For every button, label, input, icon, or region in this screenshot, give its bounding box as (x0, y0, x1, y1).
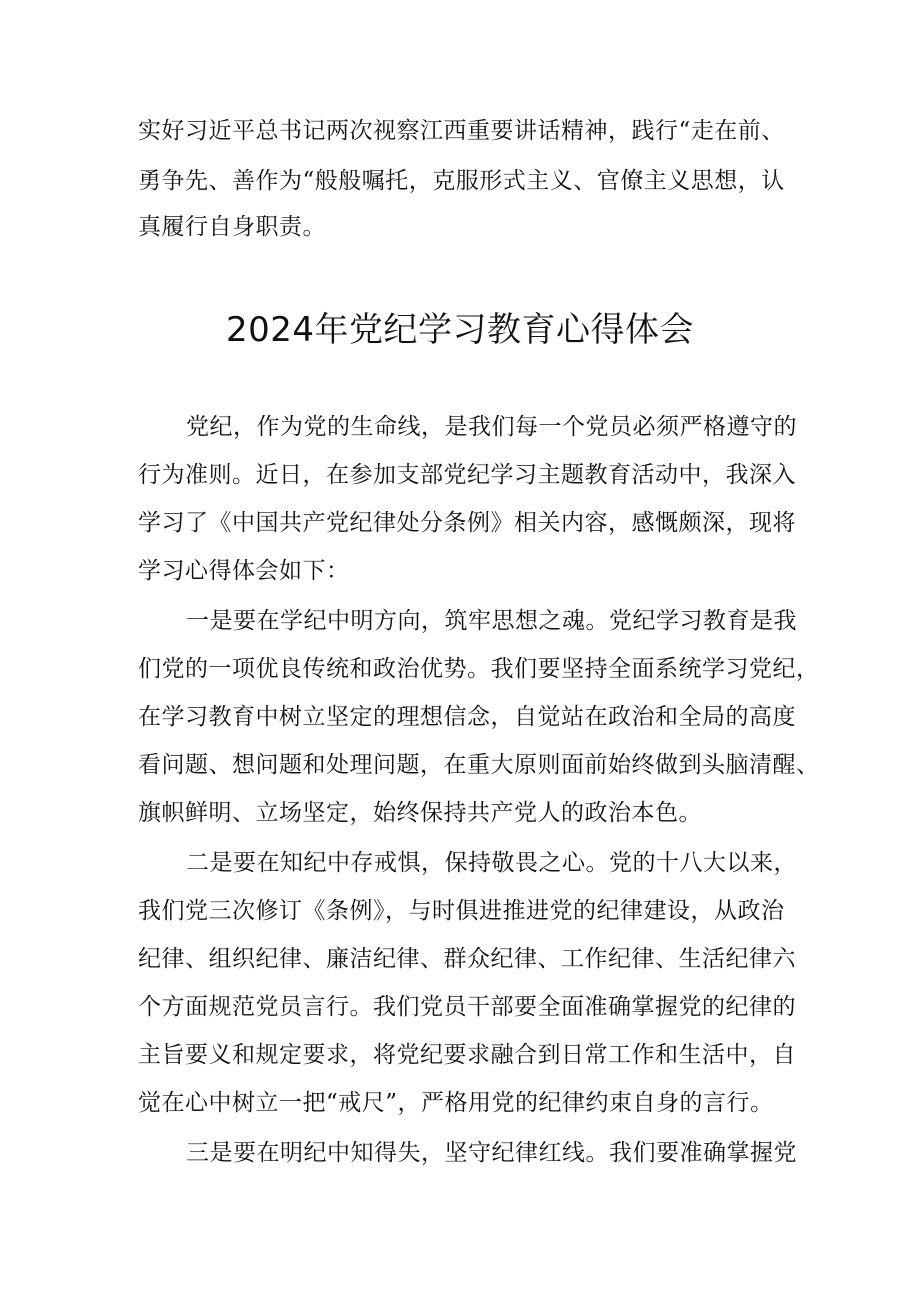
paragraph-1-line-1: 党纪，作为党的生命线，是我们每一个党员必须严格遵守的 (186, 414, 797, 440)
text-line: 勇争先、善作为“般般嘱托，克服形式主义、官僚主义思想，认 (138, 168, 785, 194)
paragraph-2-line-1: 一是要在学纪中明方向，筑牢思想之魂。党纪学习教育是我 (186, 608, 797, 634)
text-line: 实好习近平总书记两次视察江西重要讲话精神，践行“走在前、 (138, 118, 785, 144)
paragraph-3-line-2: 我们党三次修订《条例》，与时俱进推进党的纪律建设，从政治 (138, 898, 785, 924)
paragraph-3-line-4: 个方面规范党员言行。我们党员干部要全面准确掌握党的纪律的 (138, 994, 796, 1020)
paragraph-2-line-2: 们党的一项优良传统和政治优势。我们要坚持全面系统学习党纪， (138, 656, 820, 682)
paragraph-1-line-2: 行为准则。近日，在参加支部党纪学习主题教育活动中，我深入 (138, 462, 796, 488)
paragraph-2-line-4: 看问题、想问题和处理问题，在重大原则面前始终做到头脑清醒、 (138, 752, 820, 778)
paragraph-4-line-1: 三是要在明纪中知得失，坚守纪律红线。我们要准确掌握党 (186, 1140, 797, 1166)
paragraph-3-line-6: 觉在心中树立一把“戒尺”，严格用党的纪律约束自身的言行。 (138, 1090, 774, 1116)
paragraph-1-line-4: 学习心得体会如下： (138, 558, 350, 584)
paragraph-3-line-5: 主旨要义和规定要求，将党纪要求融合到日常工作和生活中，自 (138, 1042, 796, 1068)
document-title: 2024年党纪学习教育心得体会 (225, 310, 695, 350)
paragraph-2-line-3: 在学习教育中树立坚定的理想信念，自觉站在政治和全局的高度 (138, 704, 796, 730)
paragraph-2-line-5: 旗帜鲜明、立场坚定，始终保持共产党人的政治本色。 (138, 800, 702, 826)
paragraph-3-line-1: 二是要在知纪中存戒惧，保持敬畏之心。党的十八大以来， (186, 850, 797, 876)
paragraph-3-line-3: 纪律、组织纪律、廉洁纪律、群众纪律、工作纪律、生活纪律六 (138, 946, 796, 972)
paragraph-1-line-3: 学习了《中国共产党纪律处分条例》相关内容，感慨颇深，现将 (138, 510, 796, 536)
text-line: 真履行自身职责。 (138, 214, 326, 240)
